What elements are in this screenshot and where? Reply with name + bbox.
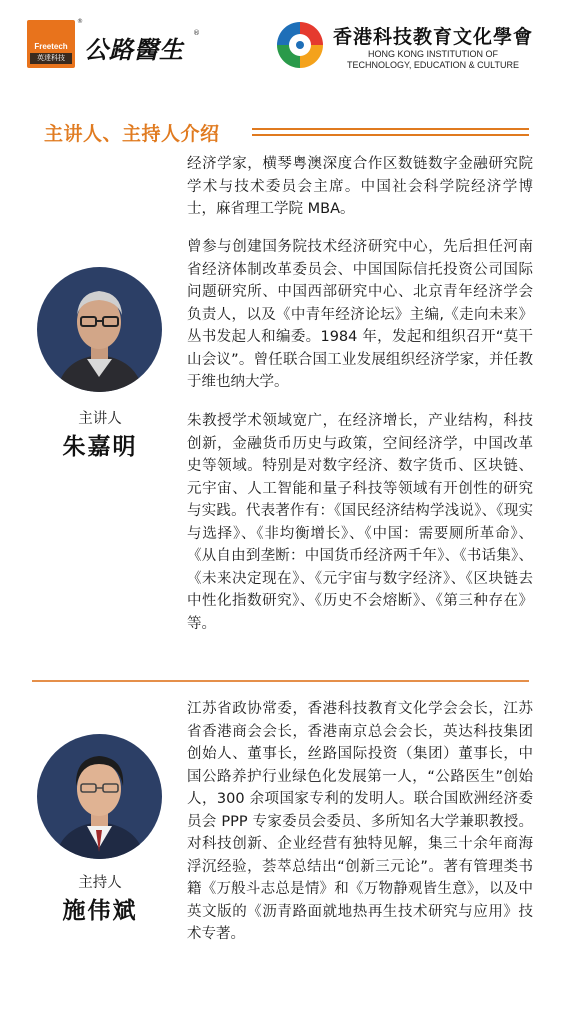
- institute-name-cn: 香港科技教育文化學會: [333, 26, 534, 48]
- speaker-name: 朱嘉明: [62, 433, 138, 460]
- speaker-role: 主讲人: [78, 411, 122, 427]
- freetech-logo-en: Freetech: [34, 42, 68, 51]
- speaker-bio-paragraph-2: 曾参与创建国务院技术经济研究中心，先后担任河南省经济体制改革委员会、中国国际信托投资公司国际问题研究所、中国西部研究中心、北京青年经济学会负责人，以及《中青年经济论坛》主编,《走向未来》丛书发起人和编委。1984 年，发起和组织召开“莫干山会议”。曾任联合国工业发展组织经济学家，并任教于维也纳大学。: [187, 239, 533, 390]
- speaker-bio-paragraph-3: 朱教授学术领域宽广，在经济增长，产业结构，科技创新，金融货币历史与政策，空间经济学，中国改革史等领域。特别是对数字经济、数字货币、区块链、元宇宙、人工智能和量子科技等领域有开创性的研究与实践。代表著作有：《国民经济结构学浅说》、《现实与选择》、《非均衡增长》、《中国：需要厕所革命》、《从自由到垄断：中国货币经济两千年》、《书话集》、《未来决定现在》、《元宇宙与数字经济》、《区块链去中性化指数研究》、《历史不会熔断》、《第三种存在》等。: [187, 413, 533, 632]
- freetech-logo: [27, 20, 75, 68]
- section-title: 主讲人、主持人介绍: [44, 123, 220, 145]
- institute-name-en-line1: HONG KONG INSTITUTION OF: [368, 49, 498, 59]
- speaker-avatar: [37, 267, 162, 392]
- institute-logo-icon: [275, 20, 325, 70]
- host-avatar: [37, 734, 162, 859]
- host-name: 施伟斌: [62, 897, 138, 924]
- registered-mark: ®: [77, 18, 83, 25]
- speaker-bio-paragraph-1: 经济学家，横琴粤澳深度合作区数链数字金融研究院学术与技术委员会主席。中国社会科学院经济学博士，麻省理工学院 MBA。: [187, 156, 533, 217]
- speaker-portrait-icon: [37, 267, 162, 392]
- freetech-logo-cn: 英達科技: [30, 53, 72, 64]
- section-divider: [32, 680, 529, 682]
- brand-registered-mark: ®: [193, 29, 200, 37]
- host-role: 主持人: [78, 875, 122, 891]
- header: [0, 0, 561, 90]
- host-portrait-icon: [37, 734, 162, 859]
- title-rule-bottom: [252, 134, 529, 136]
- institute-name-en-line2: TECHNOLOGY, EDUCATION & CULTURE: [346, 60, 520, 70]
- title-rule-top: [252, 128, 529, 130]
- institute-name-en: [343, 49, 523, 71]
- host-bio-paragraph-1: 江苏省政协常委，香港科技教育文化学会会长，江苏省香港商会会长，香港南京总会会长，英达科技集团创始人、董事长，丝路国际投资（集团）董事长，中国公路养护行业绿色化发展第一人，“公路医生”创始人，300 余项国家专利的发明人。联合国欧洲经济委员会 PPP 专家委员会委员、多所知名大学兼职教授。对科技创新、企业经营有独特见解，集三十余年商海浮沉经验，荟萃总结出“创新三元论”。著有管理类书籍《万般斗志总是情》和《万物静观皆生意》，以及中英文版的《沥青路面就地热再生技术研究与应用》技术专著。: [187, 701, 533, 942]
- brand-name: 公路醫生: [84, 35, 184, 64]
